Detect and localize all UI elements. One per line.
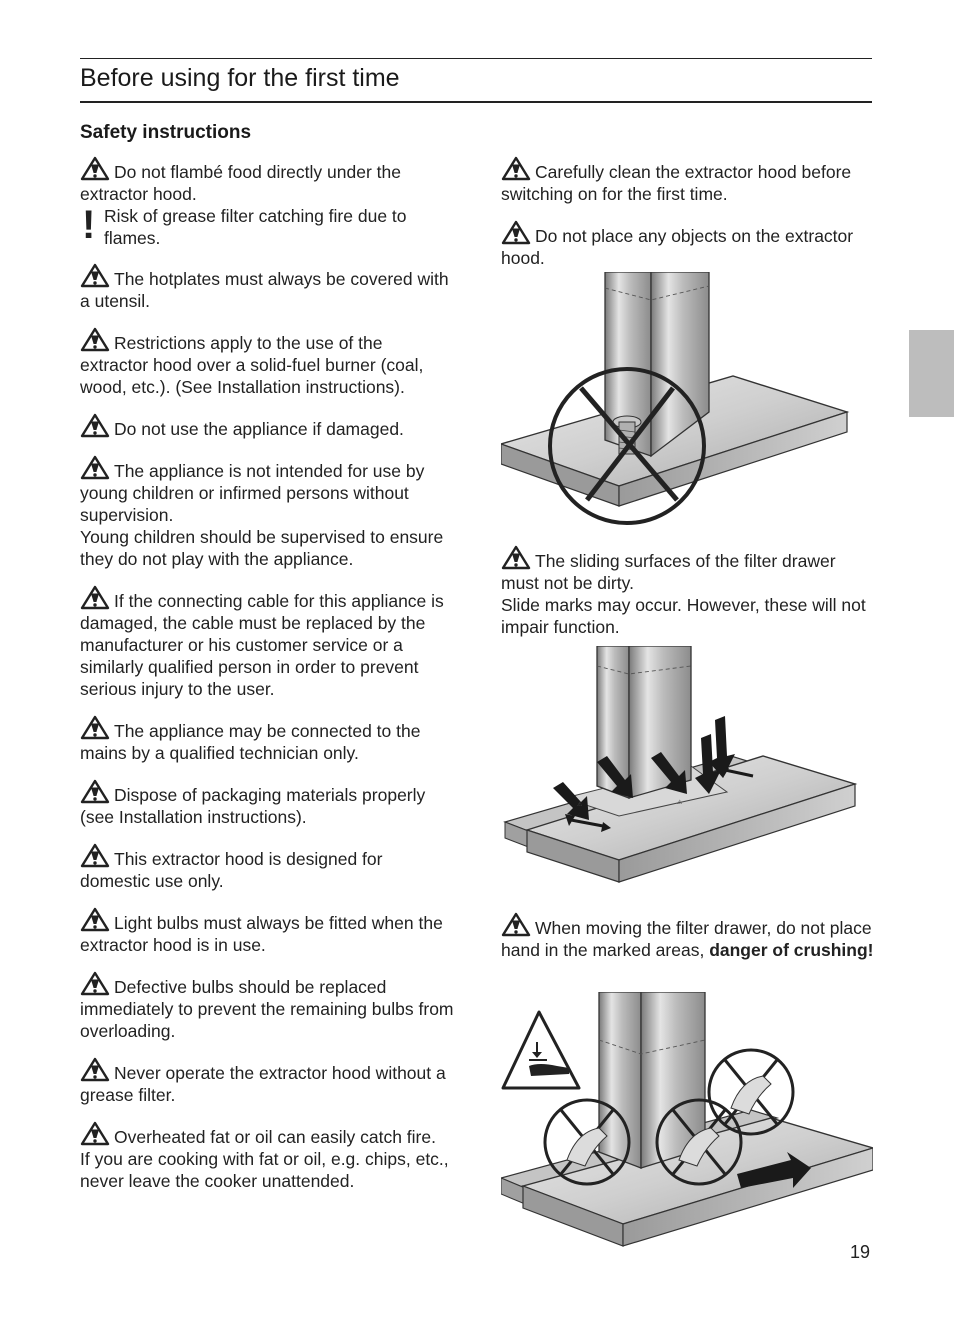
warning-triangle-icon	[501, 545, 531, 570]
right-column-mid	[501, 545, 876, 653]
fire-risk-note: ! Risk of grease filter catching fire due to flames.	[82, 203, 407, 248]
safety-item: If the connecting cable for this appliance is damaged, the cable must be replaced by the manufacturer or his customer service or a similarly qualified person in order to prevent serious injury to the user.	[80, 585, 455, 700]
left-column	[80, 156, 455, 1207]
no-objects-on-hood-illustration	[501, 272, 873, 528]
safety-item: Light bulbs must always be fitted when the extractor hood is in use.	[80, 907, 455, 956]
safety-item: Do not place any objects on the extractor hood.	[501, 220, 876, 269]
safety-item: The appliance is not intended for use by young children or infirmed persons without supervision. Young children should be supervised to ensure they do not play with the appliance.	[80, 455, 455, 570]
crushing-hazard-illustration	[501, 992, 873, 1247]
svg-text:⚠: ⚠	[677, 799, 683, 806]
top-rule	[80, 58, 872, 59]
warning-triangle-icon	[80, 413, 110, 438]
safety-item: The appliance may be connected to the mains by a qualified technician only.	[80, 715, 455, 764]
warning-triangle-icon	[80, 843, 110, 868]
safety-item: This extractor hood is designed for domestic use only.	[80, 843, 455, 892]
warning-triangle-icon	[501, 220, 531, 245]
title-rule	[80, 101, 872, 103]
section-title: Safety instructions	[80, 122, 252, 143]
warning-triangle-icon	[80, 1057, 110, 1082]
svg-text:⚠: ⚠	[577, 801, 583, 808]
safety-item: Dispose of packaging materials properly (see Installation instructions).	[80, 779, 455, 828]
safety-item: Never operate the extractor hood without a grease filter.	[80, 1057, 455, 1106]
warning-triangle-icon	[80, 327, 110, 352]
safety-item: Do not flambé food directly under the extractor hood.	[80, 156, 455, 205]
safety-item: Defective bulbs should be replaced immediately to prevent the remaining bulbs from overloading.	[80, 971, 455, 1042]
warning-triangle-icon	[80, 907, 110, 932]
warning-triangle-icon	[80, 779, 110, 804]
warning-triangle-icon	[80, 1121, 110, 1146]
safety-item: Carefully clean the extractor hood before switching on for the first time.	[501, 156, 876, 205]
exclamation-icon: !	[82, 203, 96, 247]
chapter-tab	[909, 330, 954, 417]
warning-triangle-icon	[501, 156, 531, 181]
safety-item: Do not use the appliance if damaged.	[80, 413, 455, 440]
page-number: 19	[850, 1242, 871, 1262]
right-column-top	[501, 156, 876, 284]
warning-triangle-icon	[80, 263, 110, 288]
warning-triangle-icon	[501, 912, 531, 937]
warning-triangle-icon	[80, 156, 110, 181]
warning-triangle-icon	[80, 455, 110, 480]
safety-item: Overheated fat or oil can easily catch fire. If you are cooking with fat or oil, e.g. chips, etc., never leave the cooker unattended.	[80, 1121, 455, 1192]
safety-item: The hotplates must always be covered with a utensil.	[80, 263, 455, 312]
page-title: Before using for the first time	[80, 64, 400, 92]
warning-triangle-icon	[80, 585, 110, 610]
right-column-bottom	[501, 912, 876, 976]
filter-drawer-sliding-surfaces-illustration	[501, 646, 873, 890]
warning-triangle-icon	[80, 971, 110, 996]
safety-item: Restrictions apply to the use of the extractor hood over a solid-fuel burner (coal, wood, etc.). (See Installation instructions).	[80, 327, 455, 398]
safety-item: The sliding surfaces of the filter drawer must not be dirty. Slide marks may occur. However, these will not impair function.	[501, 545, 876, 638]
safety-item: When moving the filter drawer, do not place hand in the marked areas, danger of crushing!	[501, 912, 876, 961]
warning-triangle-icon	[80, 715, 110, 740]
